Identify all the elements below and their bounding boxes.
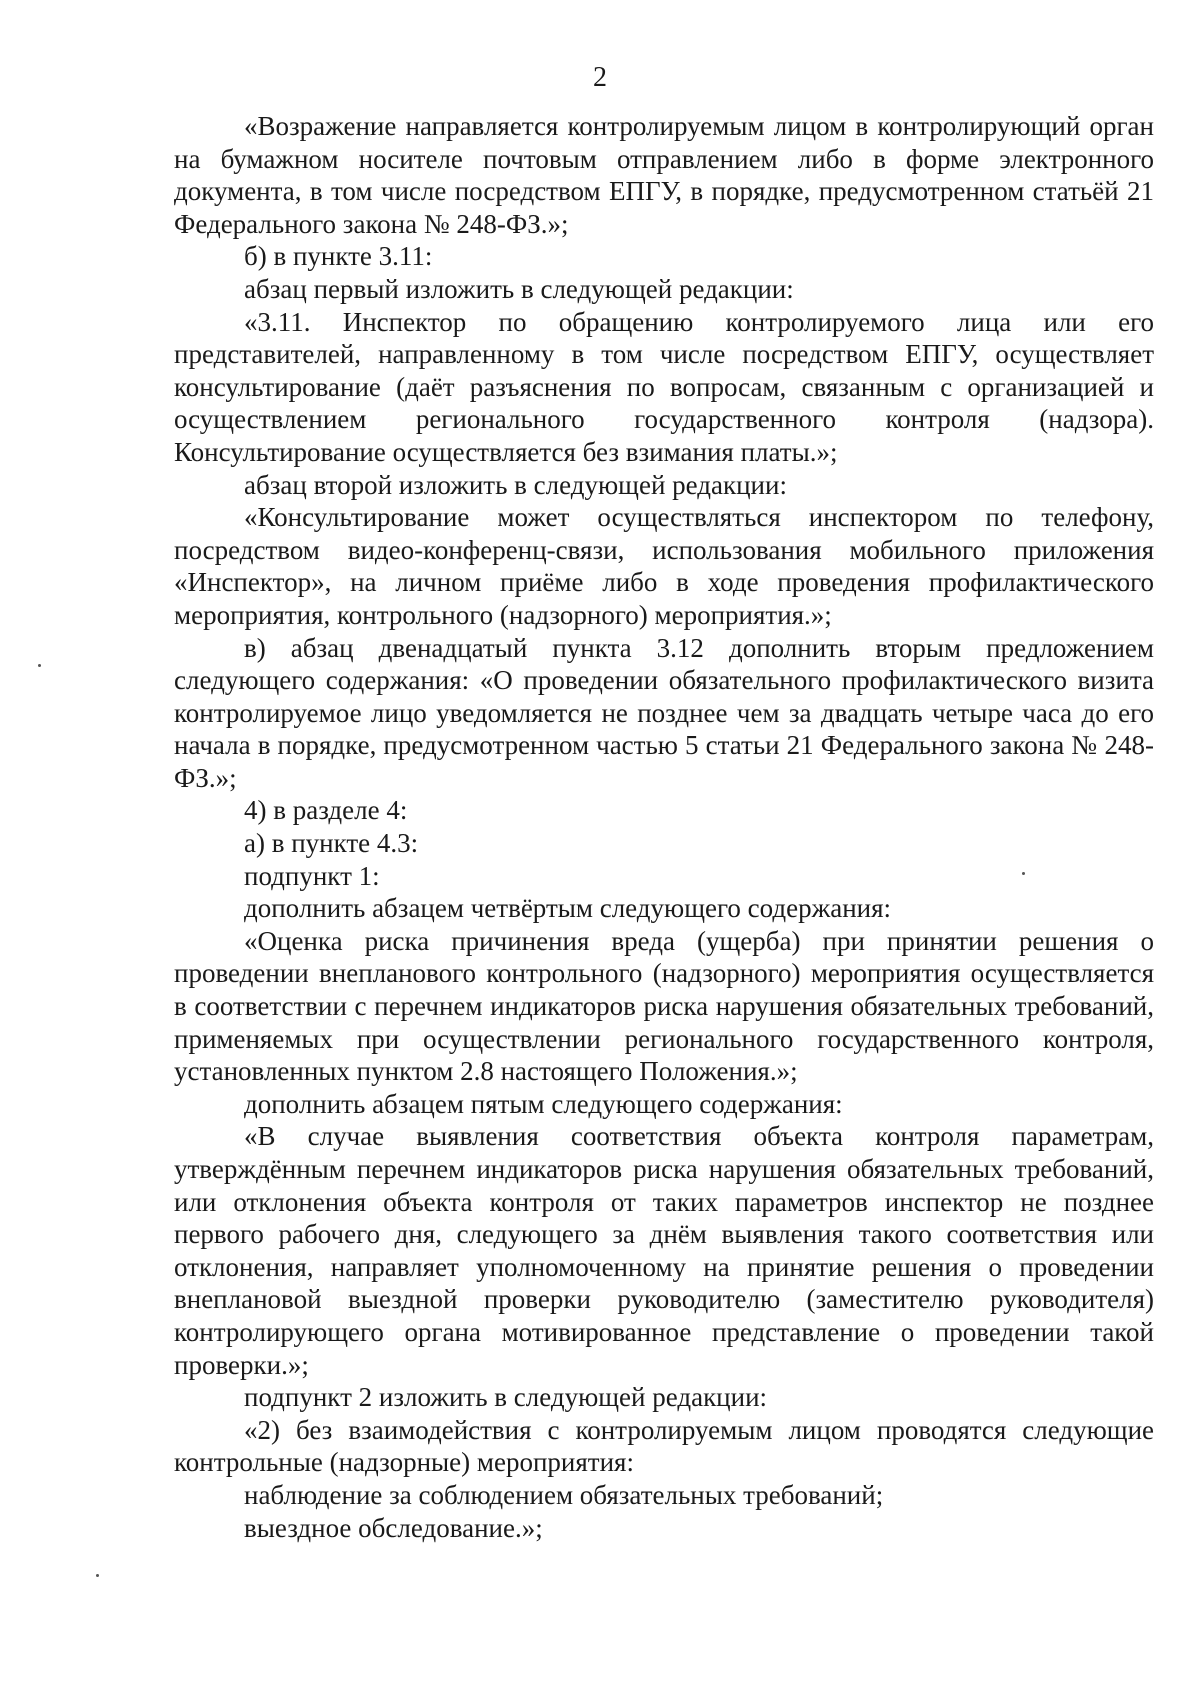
paragraph-item-a: а) в пункте 4.3:	[244, 828, 419, 859]
paragraph-first-abzac: абзац первый изложить в следующей редакции:	[244, 273, 794, 304]
paragraph-objection: «Возражение направляется контролируемым лицом в контролирующий орган на бумажном носителе почтовым отправлением либо в форме электронного документа, в том числе посредством ЕПГУ, в порядке, предусмотренном статьёй 21 Федерального закона № 248-ФЗ.»;	[174, 111, 1154, 239]
paragraph-3-11: «3.11. Инспектор по обращению контролируемого лица или его представителей, направленному в том числе посредством ЕПГУ, осуществляет консультирование (даёт разъяснения по вопросам, связанным с организацией и осуществлением регионального государственного контроля (надзора). Консультирование осуществляется без взимания платы.»;	[174, 306, 1154, 467]
scan-speck	[1022, 872, 1025, 875]
paragraph-second-abzac: абзац второй изложить в следующей редакции:	[244, 469, 787, 500]
paragraph-field-survey: выездное обследование.»;	[244, 1512, 543, 1543]
paragraph-indicators: «В случае выявления соответствия объекта контроля параметрам, утверждённым перечнем индикаторов риска нарушения обязательных требований, или отклонения объекта контроля от таких параметров инспектор не позднее первого рабочего дня, следующего за днём выявления такого соответствия или отклонения, направляет уполномоченному на принятие решения о проведении внеплановой выездной проверки руководителю (заместителю руководителя) контролирующего органа мотивированное представление о проведении такой проверки.»;	[174, 1121, 1154, 1380]
paragraph-subitem-1: подпункт 1:	[244, 860, 380, 891]
paragraph-item-b: б) в пункте 3.11:	[244, 241, 433, 272]
paragraph-consulting: «Консультирование может осуществляться инспектором по телефону, посредством видео-конференц-связи, использования мобильного приложения «Инспектор», на личном приёме либо в ходе проведения профилактического мероприятия, контрольного (надзорного) мероприятия.»;	[174, 502, 1154, 630]
paragraph-subitem-2: подпункт 2 изложить в следующей редакции:	[244, 1382, 768, 1413]
paragraph-without-interaction: «2) без взаимодействия с контролируемым лицом проводятся следующие контрольные (надзорные) мероприятия:	[174, 1414, 1154, 1478]
paragraph-fourth-abzac: дополнить абзацем четвёртым следующего содержания:	[244, 893, 892, 924]
scan-speck	[38, 664, 41, 667]
paragraph-item-v: в) абзац двенадцатый пункта 3.12 дополнить вторым предложением следующего содержания: «О проведении обязательного профилактического визита контролируемое лицо уведомляется не позднее чем за двадцать четыре часа до его начала в порядке, предусмотренном частью 5 статьи 21 Федерального закона № 248-ФЗ.»;	[174, 632, 1154, 793]
paragraph-section-4: 4) в разделе 4:	[244, 795, 408, 826]
paragraph-observation: наблюдение за соблюдением обязательных требований;	[244, 1479, 884, 1510]
document-body	[174, 110, 1154, 1544]
paragraph-risk-assessment: «Оценка риска причинения вреда (ущерба) при принятии решения о проведении внепланового контрольного (надзорного) мероприятия осуществляется в соответствии с перечнем индикаторов риска нарушения обязательных требований, применяемых при осуществлении регионального государственного контроля, установленных пунктом 2.8 настоящего Положения.»;	[174, 925, 1154, 1087]
page-number: 2	[593, 62, 607, 93]
paragraph-fifth-abzac: дополнить абзацем пятым следующего содержания:	[244, 1088, 843, 1119]
scan-speck	[96, 1574, 99, 1577]
